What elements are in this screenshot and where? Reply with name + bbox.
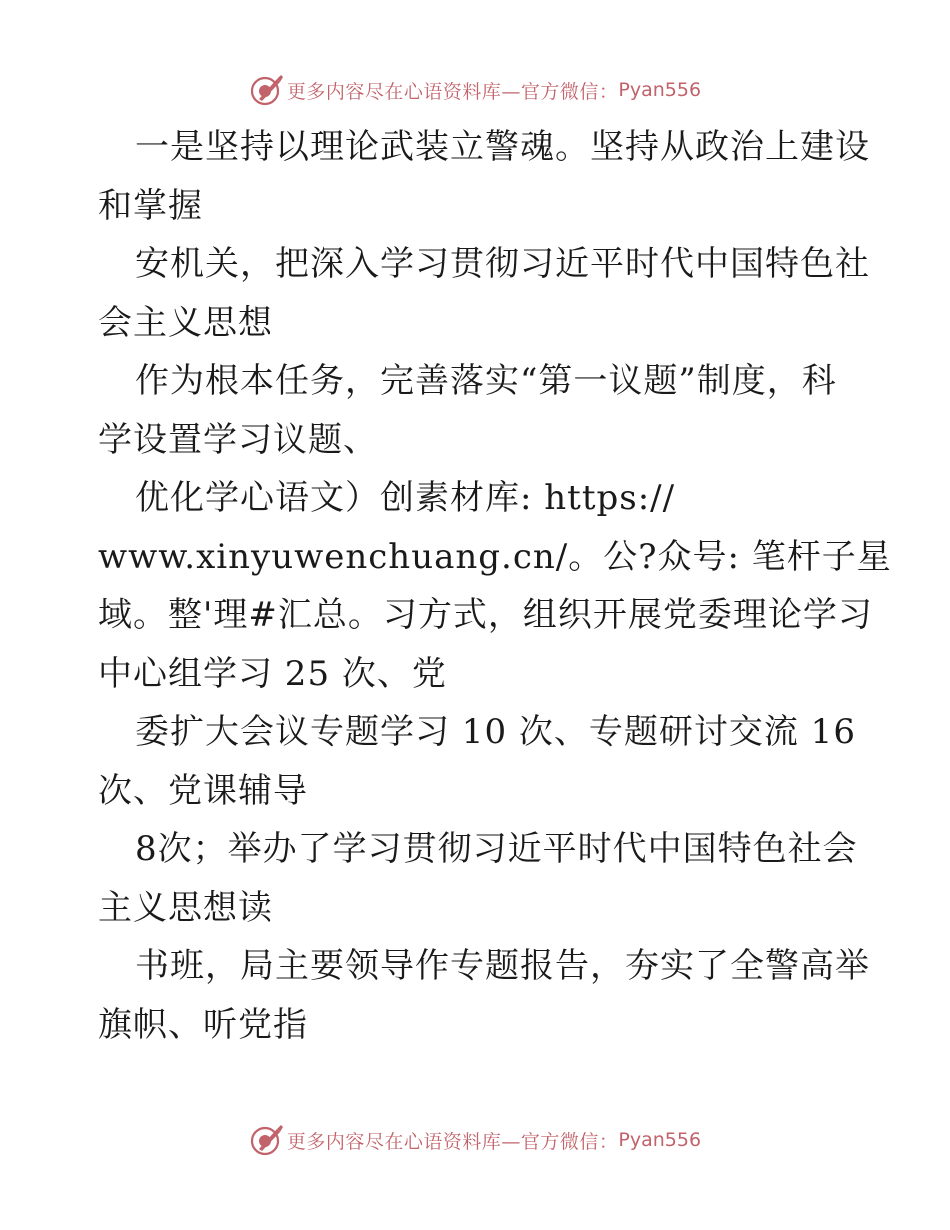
text-line: 旗帜、听党指 <box>98 1004 308 1045</box>
header-banner-id: Pyan556 <box>618 79 702 101</box>
header-banner-text: 更多内容尽在心语资料库—官方微信： <box>286 80 619 103</box>
footer-banner <box>0 1120 950 1160</box>
text-line: 和掌握 <box>98 185 203 226</box>
text-line: 安机关，把深入学习贯彻习近平时代中国特色社 <box>135 244 870 284</box>
text-line: 学设置学习议题、 <box>98 419 378 460</box>
pen-logo-icon <box>249 73 283 107</box>
text-line: 一是坚持以理论武装立警魂。坚持从政治上建设 <box>135 127 870 167</box>
text-line: 优化学心语文）创素材库: https:// <box>135 478 676 518</box>
header-banner <box>0 70 950 110</box>
text-line: 域。整'理#汇总。习方式，组织开展党委理论学习 <box>98 595 873 635</box>
footer-banner-text: 更多内容尽在心语资料库—官方微信： <box>286 1130 619 1153</box>
pen-logo-icon <box>249 1123 283 1157</box>
footer-banner-id: Pyan556 <box>618 1129 702 1151</box>
text-line: 作为根本任务，完善落实“第一议题”制度，科 <box>135 361 837 401</box>
text-line: 会主义思想 <box>98 302 273 343</box>
text-line: 委扩大会议专题学习 10 次、专题研讨交流 16 <box>135 712 856 752</box>
text-line: 8次；举办了学习贯彻习近平时代中国特色社会 <box>135 829 858 869</box>
text-line: 次、党课辅导 <box>98 770 308 811</box>
body-text <box>98 118 892 1054</box>
text-line: 主义思想读 <box>98 887 273 928</box>
text-line: 书班，局主要领导作专题报告，夯实了全警高举 <box>135 946 870 986</box>
text-line: 中心组学习 25 次、党 <box>98 653 447 694</box>
text-line-url: www.xinyuwenchuang.cn/。公?众号: 笔杆子星 <box>98 536 892 577</box>
